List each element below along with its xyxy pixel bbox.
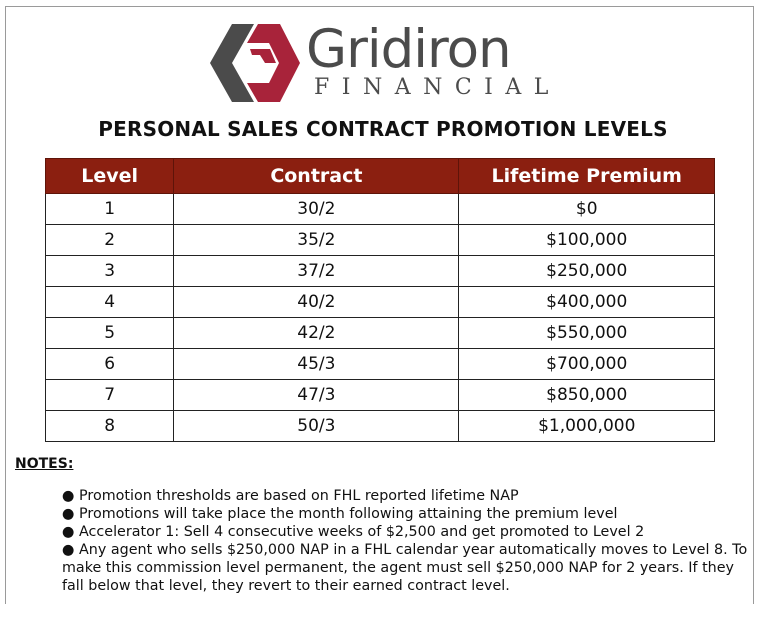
header-contract: Contract <box>174 159 459 194</box>
notes-list <box>62 487 752 595</box>
page-title: PERSONAL SALES CONTRACT PROMOTION LEVELS <box>98 117 668 141</box>
note-item <box>62 505 752 523</box>
table-row <box>46 256 715 287</box>
cell-level: 1 <box>46 194 174 225</box>
note-text: Any agent who sells $250,000 NAP in a FHL calendar year automatically moves to Level 8. To make this commission level permanent, the agent must sell $250,000 NAP for 2 years. If they fall below that level, they revert to their earned contract level. <box>62 542 748 594</box>
cell-premium: $0 <box>459 194 715 225</box>
notes-heading: NOTES: <box>15 456 74 472</box>
cell-contract: 40/2 <box>174 287 459 318</box>
cell-premium: $1,000,000 <box>459 411 715 442</box>
cell-contract: 42/2 <box>174 318 459 349</box>
cell-contract: 35/2 <box>174 225 459 256</box>
cell-premium: $700,000 <box>459 349 715 380</box>
table-row <box>46 349 715 380</box>
cell-premium: $250,000 <box>459 256 715 287</box>
bullet-icon: ● <box>62 488 80 504</box>
cell-level: 4 <box>46 287 174 318</box>
cell-contract: 50/3 <box>174 411 459 442</box>
cell-contract: 45/3 <box>174 349 459 380</box>
cell-level: 7 <box>46 380 174 411</box>
logo-name: Gridiron <box>306 19 511 80</box>
note-text: Accelerator 1: Sell 4 consecutive weeks of $2,500 and get promoted to Level 2 <box>79 524 645 540</box>
cell-premium: $100,000 <box>459 225 715 256</box>
bullet-icon: ● <box>62 524 80 540</box>
cell-level: 6 <box>46 349 174 380</box>
gridiron-logo <box>210 19 561 104</box>
cell-premium: $400,000 <box>459 287 715 318</box>
note-text: Promotions will take place the month following attaining the premium level <box>79 506 618 522</box>
bullet-icon: ● <box>62 506 80 522</box>
promotion-levels-table <box>45 158 715 442</box>
cell-level: 8 <box>46 411 174 442</box>
cell-contract: 30/2 <box>174 194 459 225</box>
table-row <box>46 225 715 256</box>
table-row <box>46 411 715 442</box>
note-item <box>62 523 752 541</box>
cell-level: 5 <box>46 318 174 349</box>
header-level: Level <box>46 159 174 194</box>
table-row <box>46 380 715 411</box>
table-row <box>46 287 715 318</box>
cell-level: 3 <box>46 256 174 287</box>
cell-premium: $550,000 <box>459 318 715 349</box>
logo-subtitle: FINANCIAL <box>314 75 561 100</box>
note-item <box>62 487 752 505</box>
note-item <box>62 541 752 595</box>
cell-level: 2 <box>46 225 174 256</box>
table-header-row <box>46 159 715 194</box>
header-lifetime-premium: Lifetime Premium <box>459 159 715 194</box>
bullet-icon: ● <box>62 542 80 558</box>
cell-contract: 47/3 <box>174 380 459 411</box>
cell-contract: 37/2 <box>174 256 459 287</box>
table-row <box>46 194 715 225</box>
cell-premium: $850,000 <box>459 380 715 411</box>
gridiron-logo-mark-icon <box>210 22 300 104</box>
note-text: Promotion thresholds are based on FHL reported lifetime NAP <box>79 488 519 504</box>
table-row <box>46 318 715 349</box>
